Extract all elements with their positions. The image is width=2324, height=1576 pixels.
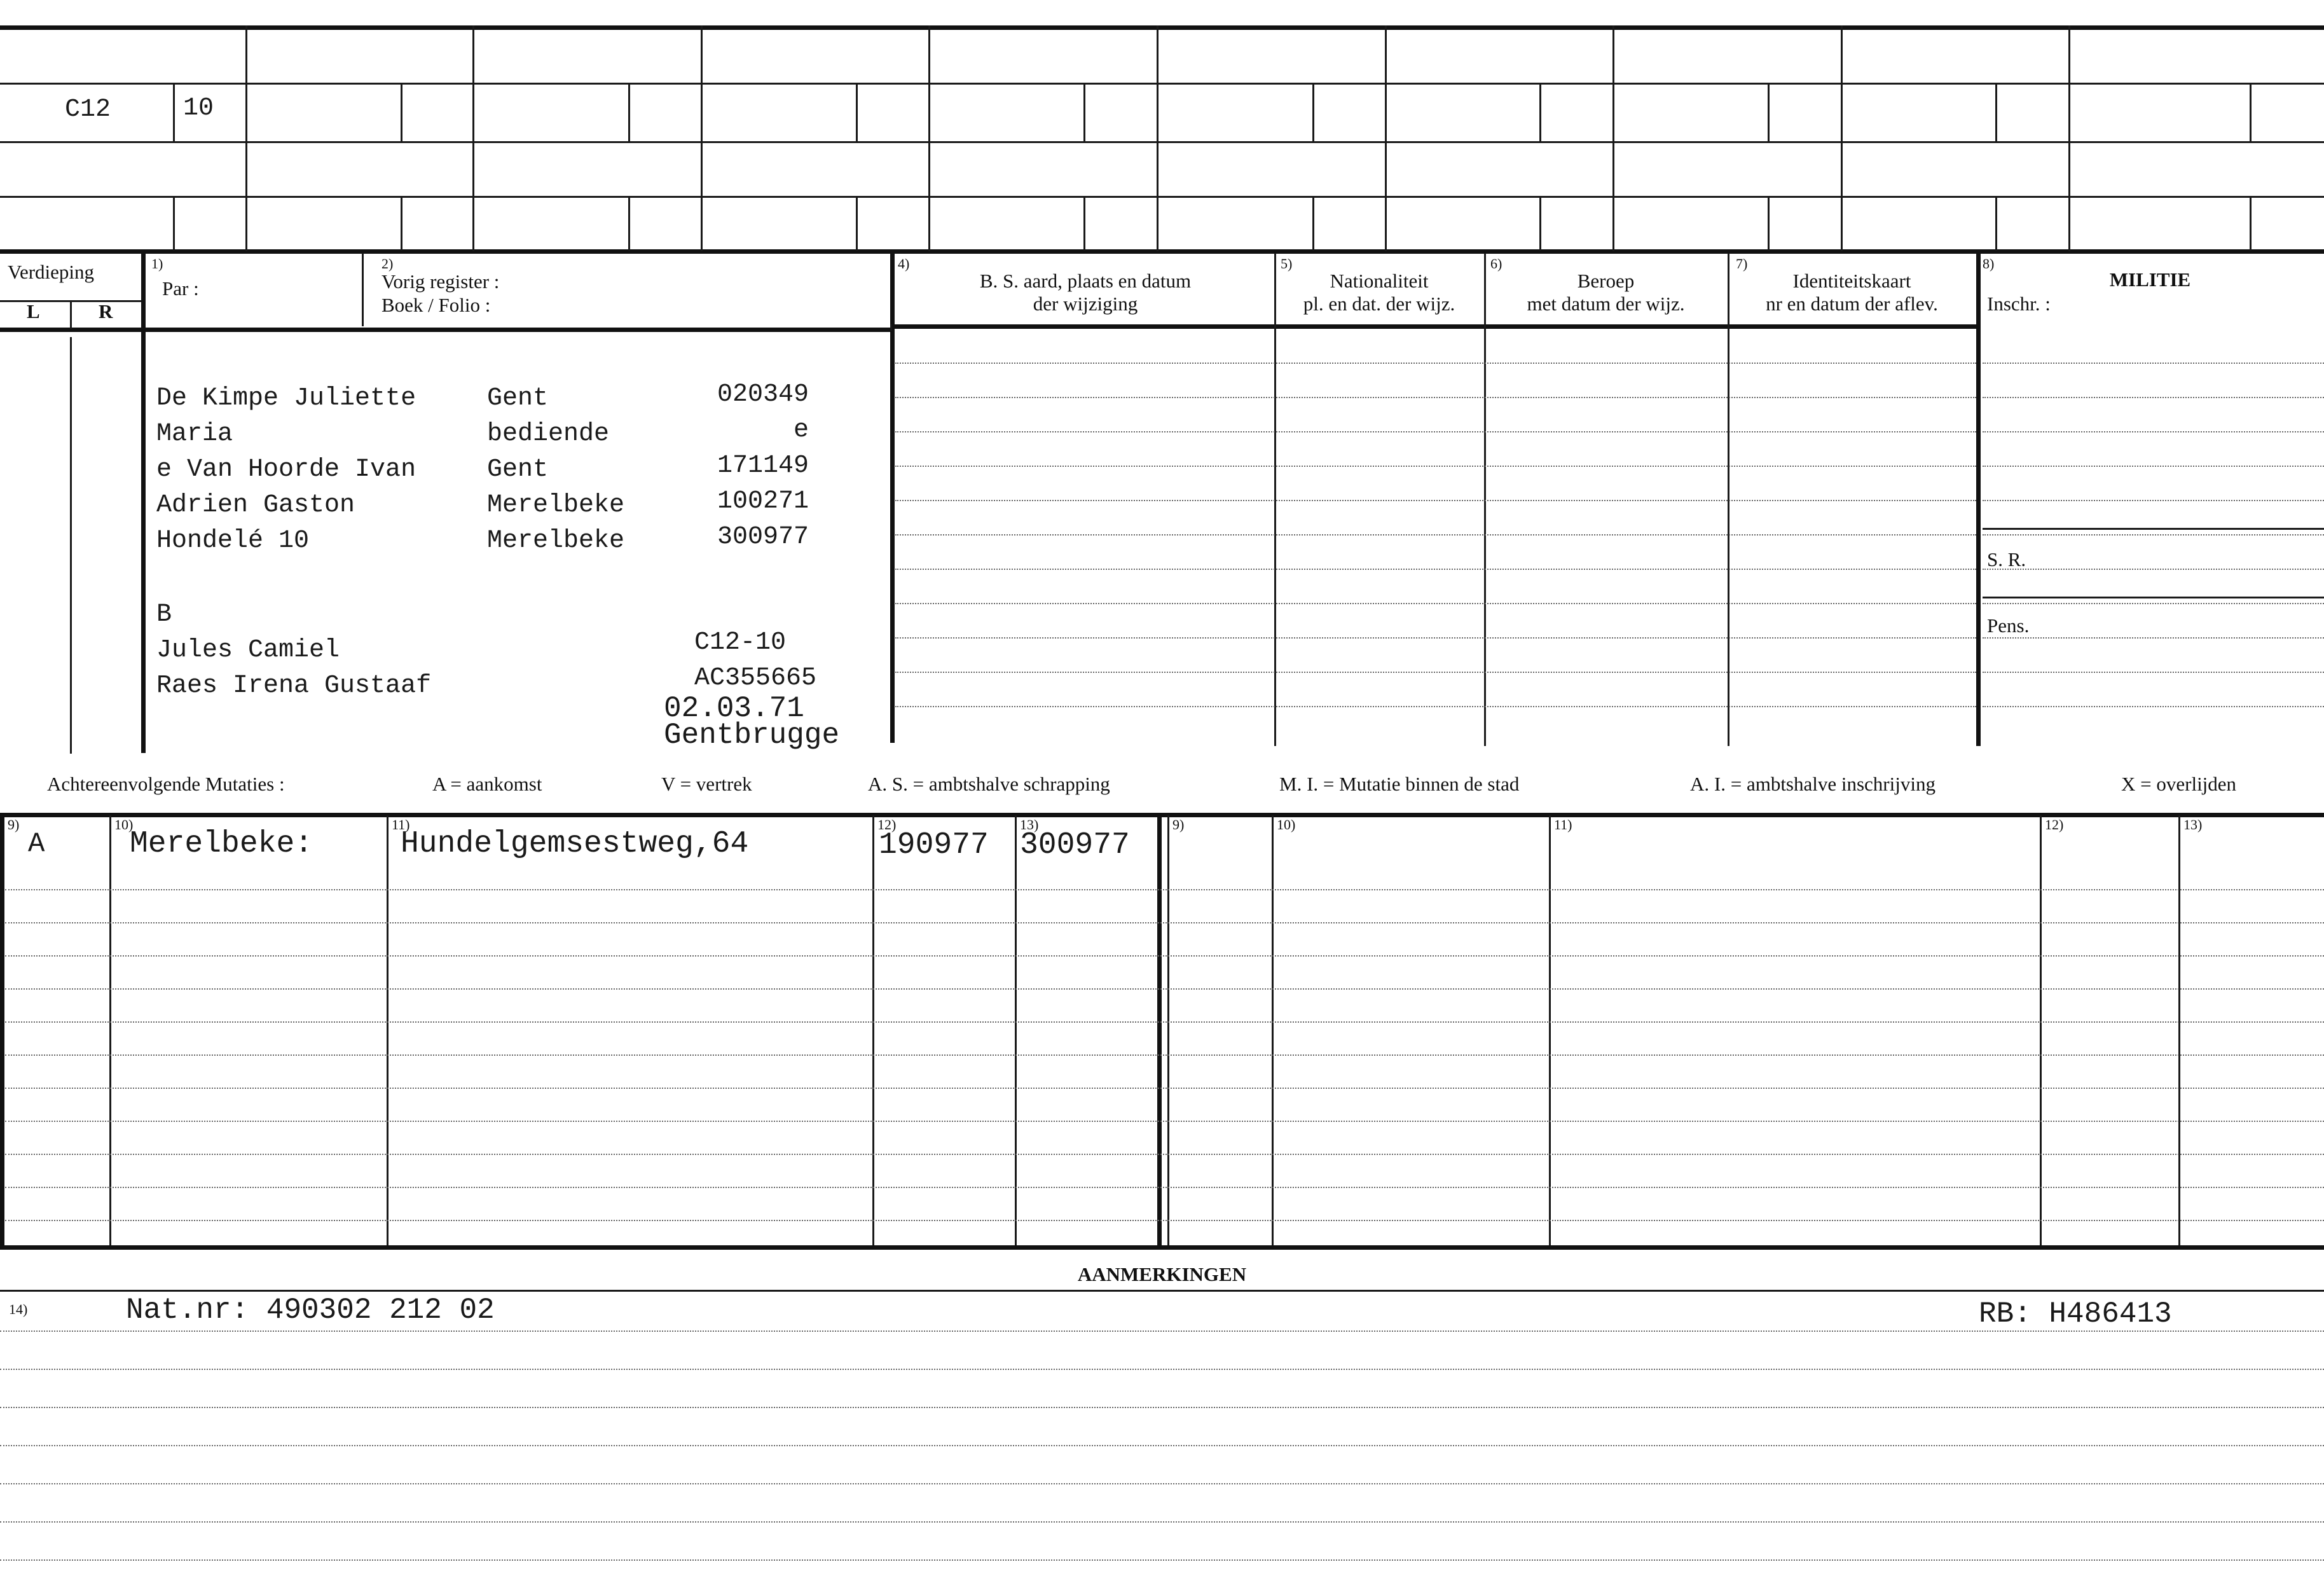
legend-as: A. S. = ambtshalve schrapping [868,773,1110,795]
beroep-header [1484,270,1728,315]
person-line-mid: Gent [487,384,549,413]
dotted-line [5,1154,2324,1155]
militie-title: MILITIE [2109,268,2191,291]
col7-number: 7) [1736,256,1748,272]
b-line-right: AC355665 [694,664,817,693]
b-letter: B [156,600,172,629]
dotted-line [0,1521,2324,1523]
dotted-line [5,1121,2324,1122]
mutation-column-number: 13) [2183,817,2203,833]
col6-number: 6) [1490,256,1502,272]
mutation-column-number: 10) [1277,817,1296,833]
dotted-line [0,1559,2324,1561]
person-line-name: De Kimpe Juliette [156,384,416,413]
mutation-column-number: 9) [1172,817,1185,833]
dotted-line [895,637,1976,639]
person-line-right: 020349 [717,380,809,409]
col8-number: 8) [1983,256,1995,272]
dotted-line [5,1088,2324,1089]
col4-number: 4) [898,256,910,272]
dotted-line [0,1331,2324,1332]
verdieping-label: Verdieping [8,261,95,283]
nationaliteit-header [1274,270,1484,315]
mutation-commune: Merelbeke: [130,827,313,861]
person-line-right: 100271 [717,487,809,516]
rb-number: RB: H486413 [1979,1297,2172,1331]
legend-mi: M. I. = Mutatie binnen de stad [1279,773,1520,795]
beroep-line2: met datum der wijz. [1527,293,1685,315]
person-line-name: Hondelé 10 [156,527,310,555]
col1-number: 1) [151,256,163,272]
dotted-line [5,988,2324,990]
dotted-line [5,1054,2324,1056]
mutation-type: A [28,828,45,860]
dotted-line [1983,534,2324,536]
mutation-date-in: 190977 [879,828,989,862]
person-line-mid: Merelbeke [487,527,625,555]
person-line-right: e [793,416,809,445]
dotted-line [1983,637,2324,639]
mutation-column-number: 13) [1020,817,1039,833]
house-number: 10 [183,94,214,123]
person-date: 02.03.71 [664,692,804,725]
dotted-line [895,431,1976,432]
par-label: Par : [162,277,199,300]
bs-header [897,270,1274,315]
boek-folio-label: Boek / Folio : [382,294,491,316]
mutation-column-number: 12) [2045,817,2064,833]
mutation-column-number: 9) [8,817,20,833]
dotted-line [1983,431,2324,432]
dotted-line [1983,363,2324,364]
floor-left-label: L [27,300,40,322]
beroep-line1: Beroep [1577,270,1635,292]
dotted-line [895,706,1976,707]
b-line-right: C12-10 [694,628,787,657]
col2-number: 2) [382,256,394,272]
dotted-line [5,922,2324,923]
col5-number: 5) [1281,256,1293,272]
dotted-line [1983,500,2324,501]
dotted-line [1983,466,2324,467]
dotted-line [1983,603,2324,604]
mutation-column-number: 11) [392,817,410,833]
dotted-line [5,955,2324,957]
person-place: Gentbrugge [664,719,840,752]
dotted-line [1983,397,2324,398]
national-number: Nat.nr: 490302 212 02 [126,1294,495,1327]
identiteitskaart-line1: Identiteitskaart [1792,270,1911,292]
dotted-line [1983,672,2324,673]
dotted-line [0,1407,2324,1408]
person-line-mid: bediende [487,420,610,448]
dotted-line [895,363,1976,364]
dotted-line [895,672,1976,673]
legend-a: A = aankomst [432,773,542,795]
dotted-line [5,1187,2324,1188]
mutation-date-out: 300977 [1020,828,1130,862]
pens-label: Pens. [1987,614,2030,637]
dotted-line [0,1445,2324,1446]
floor-right-label: R [99,300,113,322]
dotted-line [5,1021,2324,1023]
dotted-line [895,534,1976,536]
dotted-line [895,466,1976,467]
legend-v: V = vertrek [661,773,752,795]
b-line-name: Jules Camiel [156,636,340,665]
person-line-name: Maria [156,420,233,448]
dotted-line [0,1483,2324,1484]
person-line-right: 171149 [717,452,809,480]
person-line-mid: Gent [487,455,549,484]
dotted-line [0,1369,2324,1370]
dotted-line [895,500,1976,501]
mutation-column-number: 10) [114,817,134,833]
dotted-line [1983,706,2324,707]
dotted-line [5,889,2324,890]
sr-label: S. R. [1987,548,2026,570]
identiteitskaart-line2: nr en datum der aflev. [1766,293,1938,315]
person-line-right: 300977 [717,523,809,551]
identiteitskaart-header [1728,270,1976,315]
bs-header-line1: B. S. aard, plaats en datum [979,270,1192,292]
person-line-mid: Merelbeke [487,491,625,520]
mutation-column-number: 12) [877,817,897,833]
legend-title: Achtereenvolgende Mutaties : [47,773,285,795]
vorig-register-label: Vorig register : [382,270,500,293]
remarks-title: AANMERKINGEN [1077,1263,1247,1285]
dotted-line [1983,569,2324,570]
person-line-name: e Van Hoorde Ivan [156,455,416,484]
mutation-address: Hundelgemsestweg,64 [401,827,749,861]
dotted-line [895,397,1976,398]
dotted-line [895,569,1976,570]
bs-header-line2: der wijziging [1033,293,1138,315]
mutation-column-number: 11) [1554,817,1572,833]
nationaliteit-line2: pl. en dat. der wijz. [1303,293,1455,315]
dotted-line [5,1220,2324,1221]
house-code: C12 [65,95,111,124]
person-line-name: Adrien Gaston [156,491,355,520]
nationaliteit-line1: Nationaliteit [1330,270,1429,292]
b-line-name: Raes Irena Gustaaf [156,672,432,700]
legend-ai: A. I. = ambtshalve inschrijving [1690,773,1936,795]
dotted-line [895,603,1976,604]
inschr-label: Inschr. : [1987,293,2051,315]
remarks-number: 14) [9,1301,28,1317]
legend-x: X = overlijden [2121,773,2237,795]
